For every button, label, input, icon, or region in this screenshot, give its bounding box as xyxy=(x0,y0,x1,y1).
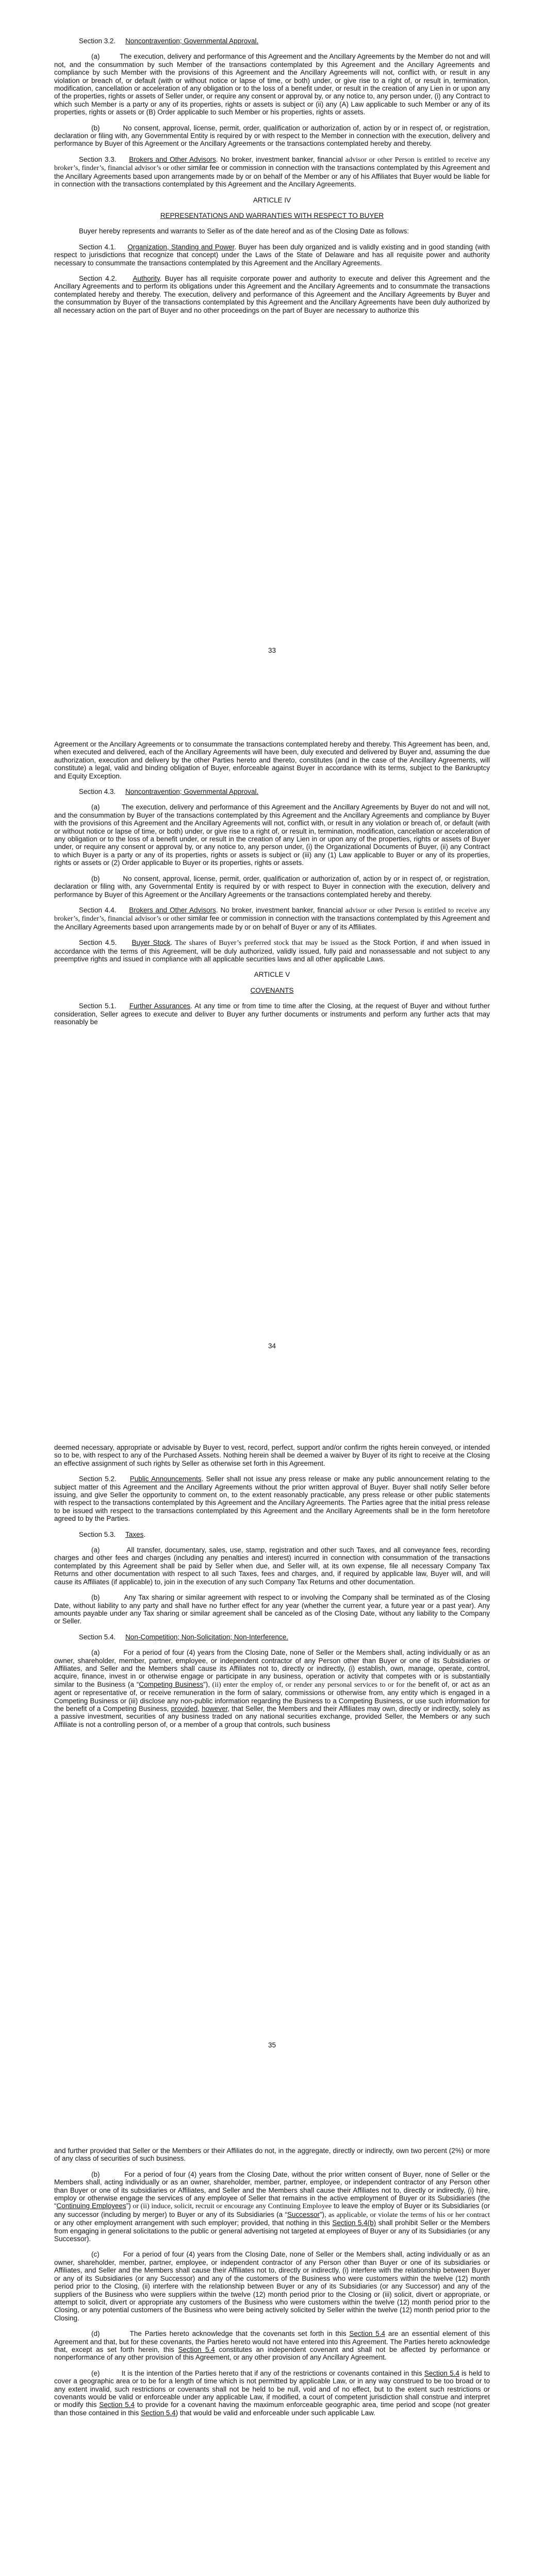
page-number: 34 xyxy=(268,1342,276,1350)
section-5-4-b: (b) For a period of four (4) years from the Closing Date, without the prior written consent of Buyer, none of Seller or the Members shall, acting individually or as an owner, shareholder, member, partner, employee, or independent contractor of any Person other than Buyer or one of its subsidiaries or Affiliates, and Seller and the Members shall cause their Affiliates not to, directly or indirectly, (i) hire, employ or otherwise engage the services of any employee of Seller that remains in the active employment of Buyer or its Subsidiaries (the “Continuing Employees”) or (ii) induce, solicit, recruit or encourage any Continuing Employee to leave the employ of Buyer or its Subsidiaries (or any successor (including by merger) to Buyer or any of its Subsidiaries (a “Successor”), as applicable, or violate the terms of his or her contract or any other employment arrangement with such employer; provided, that nothing in this Section 5.4(b) shall prohibit Seller or the Members from engaging in general solicitations to the public or general advertising not targeted at employees of Buyer or any of its Subsidiaries (or any Successor). xyxy=(54,2170,490,2243)
section-title: Noncontravention; Governmental Approval. xyxy=(125,37,259,45)
section-3-2-b: (b) No consent, approval, license, permit, order, qualification or authorization of, action by or in respect of, or registration, declaration or filing with, any Governmental Entity is required by or with respect to the Member in connection with the execution, delivery and performance by Buyer of this Agreement or the Ancillary Agreements or the transactions contemplated hereby and thereby. xyxy=(54,124,490,148)
continued-text: Agreement or the Ancillary Agreements or to consummate the transactions contemplated hereby and thereby. This Agreement has been, and, when executed and delivered, each of the Ancillary Agreements will have been, duly executed and delivered by Buyer and, assuming the due authorization, execution and delivery by the other Parties hereto and thereto, constitutes (and in the case of the Ancillary Agreements, will constitute) a legal, valid and binding obligation of Buyer, enforceable against Buyer in accordance with its terms, subject to the Bankruptcy and Equity Exception. xyxy=(54,740,490,780)
section-4-3-a: (a) The execution, delivery and performance of this Agreement and the Ancillary Agreements by Buyer do not and will not, and the consummation by Buyer of the transactions contemplated by this Agreement and the Ancillary Agreements and compliance by Buyer with the provisions of this Agreement and the Ancillary Agreements will not, conflict with, or result in any violation or breach of, or default (with or without notice or lapse of time, or both) under, or give rise to a right of, or result in, termination, modification, cancellation or acceleration of any obligation or to the loss of a benefit under, or result in the creation of any Lien in or upon any of the properties, rights or assets of Buyer under, or require any consent or approval by, or any notice to, any person under, (i) the Organizational Documents of Buyer, (ii) any Contract to which Buyer is a party or any of its properties, rights or assets is subject or (iii) any (1) Law applicable to Buyer or any of its properties, rights or assets or (2) Order applicable to Buyer or its properties, rights or assets. xyxy=(54,803,490,867)
section-3-2-heading: Section 3.2. Noncontravention; Governmental Approval. xyxy=(79,37,259,45)
section-5-4-d: (d) The Parties hereto acknowledge that the covenants set forth in this Section 5.4 are an essential element of this Agreement and that, but for these covenants, the Parties hereto would not have entered into this Agreement. The Parties hereto acknowledge that, except as set forth herein, this Section 5.4 constitutes an independent covenant and shall not be affected by performance or nonperformance of any other provision of this Agreement, or any other provision of any Ancillary Agreement. xyxy=(54,2330,490,2362)
article-4-title: REPRESENTATIONS AND WARRANTIES WITH RESPECT TO BUYER xyxy=(160,211,384,219)
section-4-2: Section 4.2. Authority. Buyer has all requisite corporate power and authority to execute and deliver this Agreement and the Ancillary Agreements and to perform its obligations under this Agreement and the Ancillary Agreements and to consummate the transactions contemplated hereby and thereby. The execution, delivery and performance of this Agreement and the Ancillary Agreements by Buyer and the consummation by Buyer of the transactions contemplated by this Agreement and the Ancillary Agreements have been duly authorized by all necessary action on the part of Buyer and no other proceedings on the part of Buyer are necessary to authorize this xyxy=(54,274,490,314)
page-number: 35 xyxy=(268,2041,276,2049)
article-5-title: COVENANTS xyxy=(250,986,294,994)
continued-text: deemed necessary, appropriate or advisable by Buyer to vest, record, perfect, support and/or confirm the rights herein conveyed, or intended so to be, with respect to any of the Purchased Assets. Nothing herein shall be deemed a waiver by Buyer of its right to receive at the Closing an effective assignment of such rights by Seller as otherwise set forth in this Agreement. xyxy=(54,1444,490,1467)
section-5-4-heading: Section 5.4. Non-Competition; Non-Solicitation; Non-Interference. xyxy=(79,1633,288,1641)
section-4-5: Section 4.5. Buyer Stock. The shares of Buyer’s preferred stock that may be issued as the Stock Portion, if and when issued in accordance with the terms of this Agreement, will be duly authorized, validly issued, fully paid and nonassessable and not subject to any preemptive rights and issued in compliance with all applicable securities laws and all other applicable Laws. xyxy=(54,939,490,963)
section-5-3-b: (b) Any Tax sharing or similar agreement with respect to or involving the Company shall be terminated as of the Closing Date, without liability to any party and shall have no further effect for any year (whether the current year, a future year or a past year). Any amounts payable under any Tax sharing or similar agreement shall be canceled as of the Closing Date, without any liability to the Company or Seller. xyxy=(54,1594,490,1625)
section-5-3-heading: Section 5.3. Taxes. xyxy=(79,1530,146,1538)
page-number: 33 xyxy=(268,647,276,654)
section-3-3: Section 3.3. Brokers and Other Advisors. No broker, investment banker, financial advisor or other Person is entitled to receive any broker’s, finder’s, financial advisor’s or other similar fee or commission in connection with the transactions contemplated by this Agreement and the Ancillary Agreements based upon arrangements made by or on behalf of the Member or any of his Affiliates that Buyer would be liable for in connection with the transactions contemplated by this Agreement and the Ancillary Agreements. xyxy=(54,155,490,189)
section-4-3-b: (b) No consent, approval, license, permit, order, qualification or authorization of, action by or in respect of, or registration, declaration or filing with, any Governmental Entity is required by or with respect to Buyer in connection with the execution, delivery and performance by Buyer of this Agreement or the Ancillary Agreements or the transactions contemplated hereby and thereby. xyxy=(54,874,490,899)
article-4-heading: ARTICLE IV xyxy=(253,196,291,204)
section-5-3-a: (a) All transfer, documentary, sales, use, stamp, registration and other such Taxes, and all conveyance fees, recording charges and other fees and charges (including any penalties and interest) incurred in connection with consummation of the transactions contemplated by this Agreement shall be paid by Seller when due, and Seller will, at its own expense, file all necessary Company Tax Returns and other documentation with respect to all such Taxes, fees and charges, and, if required by applicable law, Buyer will, and will cause its Affiliates (if applicable) to, join in the execution of any such Company Tax Returns and other documentation. xyxy=(54,1546,490,1586)
article-4-intro: Buyer hereby represents and warrants to Seller as of the date hereof and as of the Closing Date as follows: xyxy=(79,227,409,235)
continued-text: and further provided that Seller or the Members or their Affiliates do not, in the aggregate, directly or indirectly, own two percent (2%) or more of any class of securities of such business. xyxy=(54,2147,490,2163)
section-5-4-a: (a) For a period of four (4) years from the Closing Date, none of Seller or the Members shall, acting individually or as an owner, shareholder, member, partner, employee, or independent contractor of any Person other than Buyer or one of its Subsidiaries or Affiliates, and Seller and the Members shall cause its Affiliates not to, directly or indirectly, (i) establish, own, manage, operate, control, acquire, finance, invest in or otherwise engage or participate in any business, operation or activity that competes with or is substantially similar to the Business (a “Competing Business”), (ii) enter the employ of, or render any personal services to or for the benefit of, or act as an agent or representative of, or receive remuneration in the form of salary, commissions or otherwise from, any entity which is engaged in a Competing Business or (iii) disclose any non-public information regarding the Business to a Competing Business, or use such information for the benefit of a Competing Business, provided, however, that Seller, the Members and their Affiliates may own, directly or indirectly, solely as a passive investment, securities of any business traded on any national securities exchange, provided Seller, the Members or any such Affiliate is not a controlling person of, or a member of a group that controls, such business xyxy=(54,1649,490,1728)
section-5-4-e: (e) It is the intention of the Parties hereto that if any of the restrictions or covenants contained in this Section 5.4 is held to cover a geographic area or to be for a length of time which is not permitted by applicable Law, or in any way construed to be too broad or to any extent invalid, such restrictions or covenants shall not be held to be null, void and of no effect, but to the extent such restrictions or covenants would be valid or enforceable under any applicable Law, if modified, a court of competent jurisdiction shall construe and interpret or modify this Section 5.4 to provide for a covenant having the maximum enforceable geographic area, time period and scope (not greater than those contained in this Section 5.4) that would be valid and enforceable under such applicable Law. xyxy=(54,2369,490,2417)
section-5-1: Section 5.1. Further Assurances. At any time or from time to time after the Closing, at the request of Buyer and without further consideration, Seller agrees to execute and deliver to Buyer any further documents or instruments and perform any further acts that may reasonably be xyxy=(54,1002,490,1026)
article-5-heading: ARTICLE V xyxy=(254,971,290,979)
section-3-2-a: (a) The execution, delivery and performance of this Agreement and the Ancillary Agreements by the Member do not and will not, and the consummation by such Member of the transactions contemplated by this Agreement and the Ancillary Agreements and compliance by such Member with the provisions of this Agreement and the Ancillary Agreements will not, conflict with, or result in any violation or breach of, or default (with or without notice or lapse of time, or both) under, or give rise to a right of, or result in, termination, modification, cancellation or acceleration of any obligation or to the loss of a benefit under, or result in the creation of any Lien in or upon any of the properties, rights or assets of Seller under, or require any consent or approval by, or any notice to, any person under, (i) any Contract to which such Member is a party or any of its properties, rights or assets is subject or (ii) any (A) Law applicable to such Member or any of its properties, rights or assets or (B) Order applicable to such Member or his properties, rights or assets. xyxy=(54,53,490,116)
section-4-3-heading: Section 4.3. Noncontravention; Governmental Approval. xyxy=(79,788,259,796)
section-4-4: Section 4.4. Brokers and Other Advisors. No broker, investment banker, financial advisor or other Person is entitled to receive any broker’s, finder’s, financial advisor’s or other similar fee or commission in connection with the transactions contemplated by this Agreement and the Ancillary Agreements based upon arrangements made by or on behalf of Buyer or any of its Affiliates. xyxy=(54,906,490,931)
section-4-1: Section 4.1. Organization, Standing and Power. Buyer has been duly organized and is validly existing and in good standing (with respect to jurisdictions that recognize that concept) under the Laws of the State of Delaware and has all requisite power and authority necessary to consummate the transactions contemplated by this Agreement and the Ancillary Agreements. xyxy=(54,243,490,267)
section-5-4-c: (c) For a period of four (4) years from the Closing Date, none of Seller or the Members shall, acting individually or as an owner, shareholder, member, partner, employee, or independent contractor of any Person other than Buyer or one of its subsidiaries or Affiliates, and Seller and the Members shall cause their Affiliates not to, directly or indirectly, (i) interfere with the relationship between Buyer or any of its Subsidiaries (or any Successor) and any of the customers of the Business who were customers within the twelve (12) month period prior to the Closing, (ii) interfere with the relationship between Buyer or any of its Subsidiaries (or any Successor) and any of the suppliers of the Business who were suppliers within the twelve (12) month period prior to the Closing or (iii) solicit, divert or appropriate, or attempt to solicit, divert or appropriate any customers of the Business who were customers within the twelve (12) month period prior to the Closing, or any potential customers of the Business who were being actively solicited by Seller within the twelve (12) month period prior to the Closing. xyxy=(54,2250,490,2322)
section-5-2: Section 5.2. Public Announcements. Seller shall not issue any press release or make any public announcement relating to the subject matter of this Agreement and the Ancillary Agreements without the prior written approval of Buyer. Buyer shall notify Seller before issuing, and give Seller the opportunity to comment on, to the extent reasonably practicable, any press release or other public statements with respect to the transactions contemplated by this Agreement and the Ancillary Agreements. The Parties agree that the initial press release to be issued with respect to the transactions contemplated by this Agreement and the Ancillary Agreements shall be in the form heretofore agreed to by the Parties. xyxy=(54,1475,490,1523)
